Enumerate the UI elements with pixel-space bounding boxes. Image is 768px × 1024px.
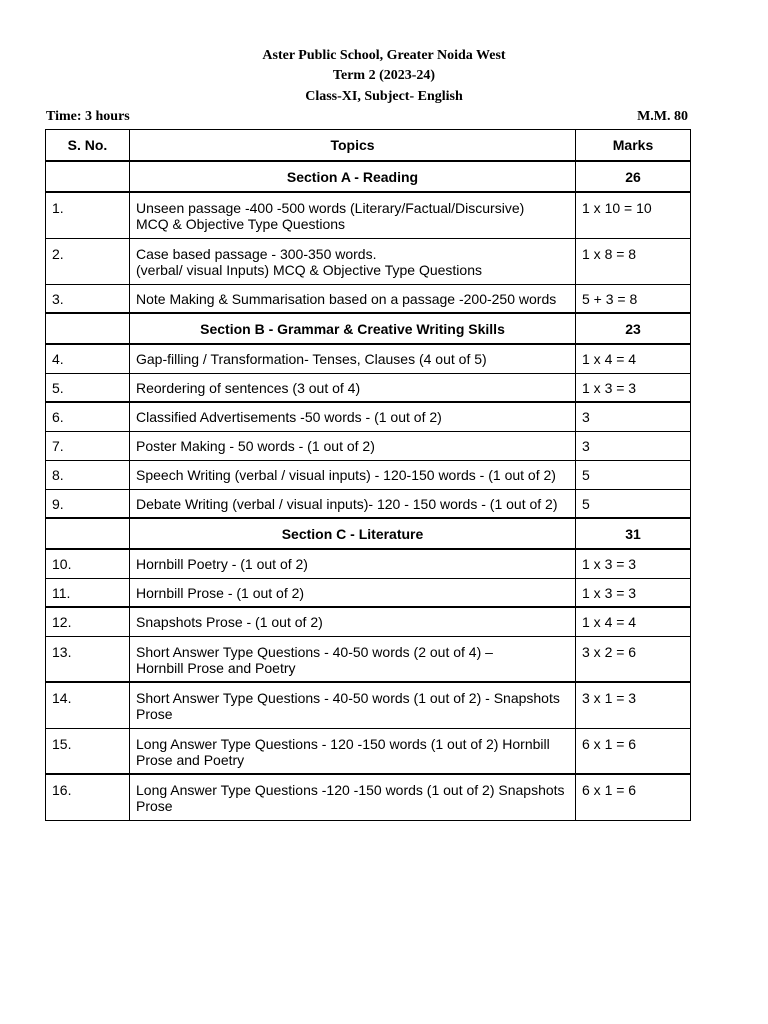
section-title: Section A - Reading <box>130 161 576 192</box>
row-topic <box>130 774 576 820</box>
row-sno: 7. <box>46 431 130 460</box>
table-row <box>46 284 691 313</box>
row-topic-line: Prose <box>136 706 173 722</box>
row-topic-line: Note Making & Summarisation based on a passage -200-250 words <box>136 290 557 307</box>
table-body <box>46 161 691 820</box>
row-marks: 6 x 1 = 6 <box>576 728 691 774</box>
row-topic-line: Gap-filling / Transformation- Tenses, Clauses (4 out of 5) <box>136 351 487 367</box>
column-header-marks: Marks <box>576 130 691 162</box>
row-marks: 3 x 1 = 3 <box>576 682 691 728</box>
row-topic-line: MCQ & Objective Type Questions <box>136 216 346 232</box>
table-row <box>46 431 691 460</box>
row-topic-line: Prose <box>136 798 173 814</box>
row-topic-line: Debate Writing (verbal / visual inputs)- 120 - 150 words - (1 out of 2) <box>136 495 558 512</box>
row-topic <box>130 728 576 774</box>
row-topic-line: Classified Advertisements -50 words - (1 out of 2) <box>136 409 442 425</box>
row-topic-line: Long Answer Type Questions -120 -150 words (1 out of 2) Snapshots <box>136 782 565 798</box>
row-topic-line: Unseen passage -400 -500 words (Literary/Factual/Discursive) <box>136 200 525 216</box>
section-row <box>46 518 691 549</box>
section-row <box>46 161 691 192</box>
row-topic <box>130 344 576 373</box>
row-marks: 1 x 8 = 8 <box>576 238 691 284</box>
section-row <box>46 313 691 344</box>
blueprint-table <box>45 129 691 821</box>
row-topic <box>130 489 576 518</box>
row-marks: 1 x 10 = 10 <box>576 192 691 238</box>
row-marks: 5 <box>576 489 691 518</box>
row-topic-line: Case based passage - 300-350 words. <box>136 245 377 262</box>
table-row <box>46 636 691 682</box>
row-marks: 3 <box>576 402 691 431</box>
row-sno: 15. <box>46 728 130 774</box>
table-row <box>46 402 691 431</box>
row-sno: 8. <box>46 460 130 489</box>
row-sno: 14. <box>46 682 130 728</box>
row-marks: 1 x 3 = 3 <box>576 549 691 578</box>
column-header-sno: S. No. <box>46 130 130 162</box>
table-row <box>46 238 691 284</box>
table-row <box>46 373 691 402</box>
row-marks: 1 x 3 = 3 <box>576 578 691 607</box>
row-topic <box>130 238 576 284</box>
row-topic-line: Short Answer Type Questions - 40-50 words (1 out of 2) - Snapshots <box>136 690 560 706</box>
row-topic <box>130 636 576 682</box>
column-header-topics: Topics <box>130 130 576 162</box>
term-label: Term 2 (2023-24) <box>332 68 436 83</box>
row-sno: 6. <box>46 402 130 431</box>
row-marks: 1 x 3 = 3 <box>576 373 691 402</box>
row-topic-line: Hornbill Prose and Poetry <box>136 659 296 676</box>
row-topic-line: Long Answer Type Questions - 120 -150 words (1 out of 2) Hornbill <box>136 735 550 752</box>
row-marks: 3 x 2 = 6 <box>576 636 691 682</box>
table-row <box>46 607 691 636</box>
table-row <box>46 682 691 728</box>
row-topic-line: Hornbill Prose - (1 out of 2) <box>136 584 305 601</box>
section-sno-empty <box>46 313 130 344</box>
table-row <box>46 489 691 518</box>
row-topic-line: Prose and Poetry <box>136 751 245 768</box>
row-topic <box>130 402 576 431</box>
row-topic-line: Short Answer Type Questions - 40-50 words (2 out of 4) – <box>136 643 493 660</box>
row-marks: 5 <box>576 460 691 489</box>
row-sno: 1. <box>46 192 130 238</box>
row-marks: 5 + 3 = 8 <box>576 284 691 313</box>
row-sno: 13. <box>46 636 130 682</box>
table-row <box>46 192 691 238</box>
row-marks: 6 x 1 = 6 <box>576 774 691 820</box>
row-topic <box>130 373 576 402</box>
row-topic <box>130 284 576 313</box>
row-topic-line: Snapshots Prose - (1 out of 2) <box>136 614 323 630</box>
time-label: Time: 3 hours <box>46 109 130 124</box>
row-topic <box>130 460 576 489</box>
row-sno: 12. <box>46 607 130 636</box>
row-marks: 1 x 4 = 4 <box>576 344 691 373</box>
row-marks: 1 x 4 = 4 <box>576 607 691 636</box>
table-row <box>46 578 691 607</box>
section-total-marks: 26 <box>576 161 691 192</box>
section-title: Section B - Grammar & Creative Writing Skills <box>130 313 576 344</box>
table-row <box>46 728 691 774</box>
max-marks-label: M.M. 80 <box>637 109 688 124</box>
section-sno-empty <box>46 518 130 549</box>
row-topic <box>130 578 576 607</box>
row-sno: 4. <box>46 344 130 373</box>
section-total-marks: 31 <box>576 518 691 549</box>
row-topic <box>130 431 576 460</box>
table-row <box>46 460 691 489</box>
row-topic <box>130 549 576 578</box>
row-topic-line: Speech Writing (verbal / visual inputs) - 120-150 words - (1 out of 2) <box>136 466 556 483</box>
school-name: Aster Public School, Greater Noida West <box>262 48 506 63</box>
section-sno-empty <box>46 161 130 192</box>
row-topic <box>130 682 576 728</box>
section-title: Section C - Literature <box>130 518 576 549</box>
row-marks: 3 <box>576 431 691 460</box>
row-topic <box>130 192 576 238</box>
row-sno: 10. <box>46 549 130 578</box>
row-topic-line: Reordering of sentences (3 out of 4) <box>136 379 361 396</box>
row-topic-line: Poster Making - 50 words - (1 out of 2) <box>136 437 375 454</box>
table-row <box>46 774 691 820</box>
table-row <box>46 344 691 373</box>
row-topic-line: Hornbill Poetry - (1 out of 2) <box>136 556 308 572</box>
table-header-row <box>46 130 691 162</box>
row-sno: 9. <box>46 489 130 518</box>
row-sno: 16. <box>46 774 130 820</box>
section-total-marks: 23 <box>576 313 691 344</box>
row-sno: 3. <box>46 284 130 313</box>
class-subject-label: Class-XI, Subject- English <box>305 89 463 104</box>
table-row <box>46 549 691 578</box>
row-sno: 5. <box>46 373 130 402</box>
row-sno: 2. <box>46 238 130 284</box>
row-sno: 11. <box>46 578 130 607</box>
row-topic <box>130 607 576 636</box>
row-topic-line: (verbal/ visual Inputs) MCQ & Objective Type Questions <box>136 261 482 278</box>
